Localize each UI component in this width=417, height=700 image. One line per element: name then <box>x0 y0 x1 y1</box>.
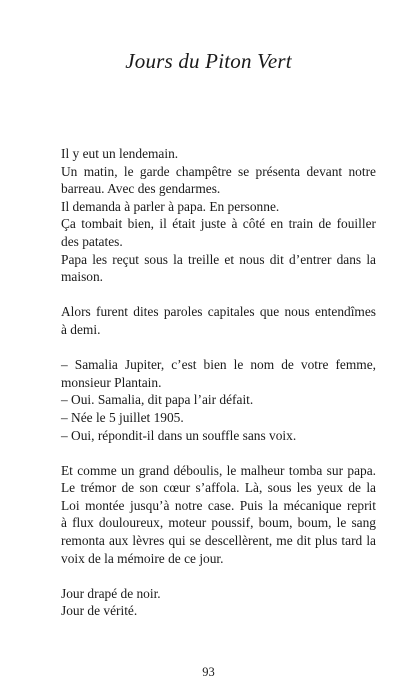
text-line: – Oui, répondit-il dans un souffle sans voix. <box>61 427 297 443</box>
text-line: Et comme un grand déboulis, le malheur tomba sur papa. <box>61 462 376 478</box>
text-line: des patates. <box>61 233 123 249</box>
text-line: voix de la mémoire de ce jour. <box>61 550 224 566</box>
text-line: Jour drapé de noir. <box>61 585 161 601</box>
paragraph <box>61 303 376 338</box>
text-line: Il demanda à parler à papa. En personne. <box>61 198 280 214</box>
text-line: Jour de vérité. <box>61 603 138 619</box>
running-title: Jours du Piton Vert <box>125 49 292 73</box>
text-line: Loi montée jusqu’à notre case. Puis la mécanique reprit <box>61 497 376 513</box>
text-line: monsieur Plantain. <box>61 374 162 390</box>
text-line: à flux douloureux, moteur poussif, boum, boum, le sang <box>61 515 376 531</box>
text-line: – Oui. Samalia, dit papa l’air défait. <box>61 392 254 408</box>
text-line: remonta aux lèvres qui se descellèrent, me dit plus tard la <box>61 533 376 549</box>
text-line: Papa les reçut sous la treille et nous dit d’entrer dans la <box>61 251 376 267</box>
page-number: 93 <box>202 665 215 679</box>
text-line: Un matin, le garde champêtre se présenta devant notre <box>61 163 376 179</box>
text-line: – Née le 5 juillet 1905. <box>61 409 184 425</box>
paragraph <box>61 145 376 286</box>
text-line: à demi. <box>61 321 101 337</box>
paragraph <box>61 462 376 568</box>
text-line: maison. <box>61 269 104 285</box>
paragraph <box>61 356 376 444</box>
text-line: Alors furent dites paroles capitales que nous entendîmes <box>61 304 376 320</box>
text-line: Le trémor de son cœur s’affola. Là, sous les yeux de la <box>61 480 376 496</box>
text-line: – Samalia Jupiter, c’est bien le nom de votre femme, <box>61 357 376 373</box>
text-line: Il y eut un lendemain. <box>61 146 179 161</box>
text-line: Ça tombait bien, il était juste à côté en train de fouiller <box>61 216 376 232</box>
text-line: barreau. Avec des gendarmes. <box>61 181 221 197</box>
body-text <box>61 145 376 638</box>
paragraph <box>61 585 376 620</box>
